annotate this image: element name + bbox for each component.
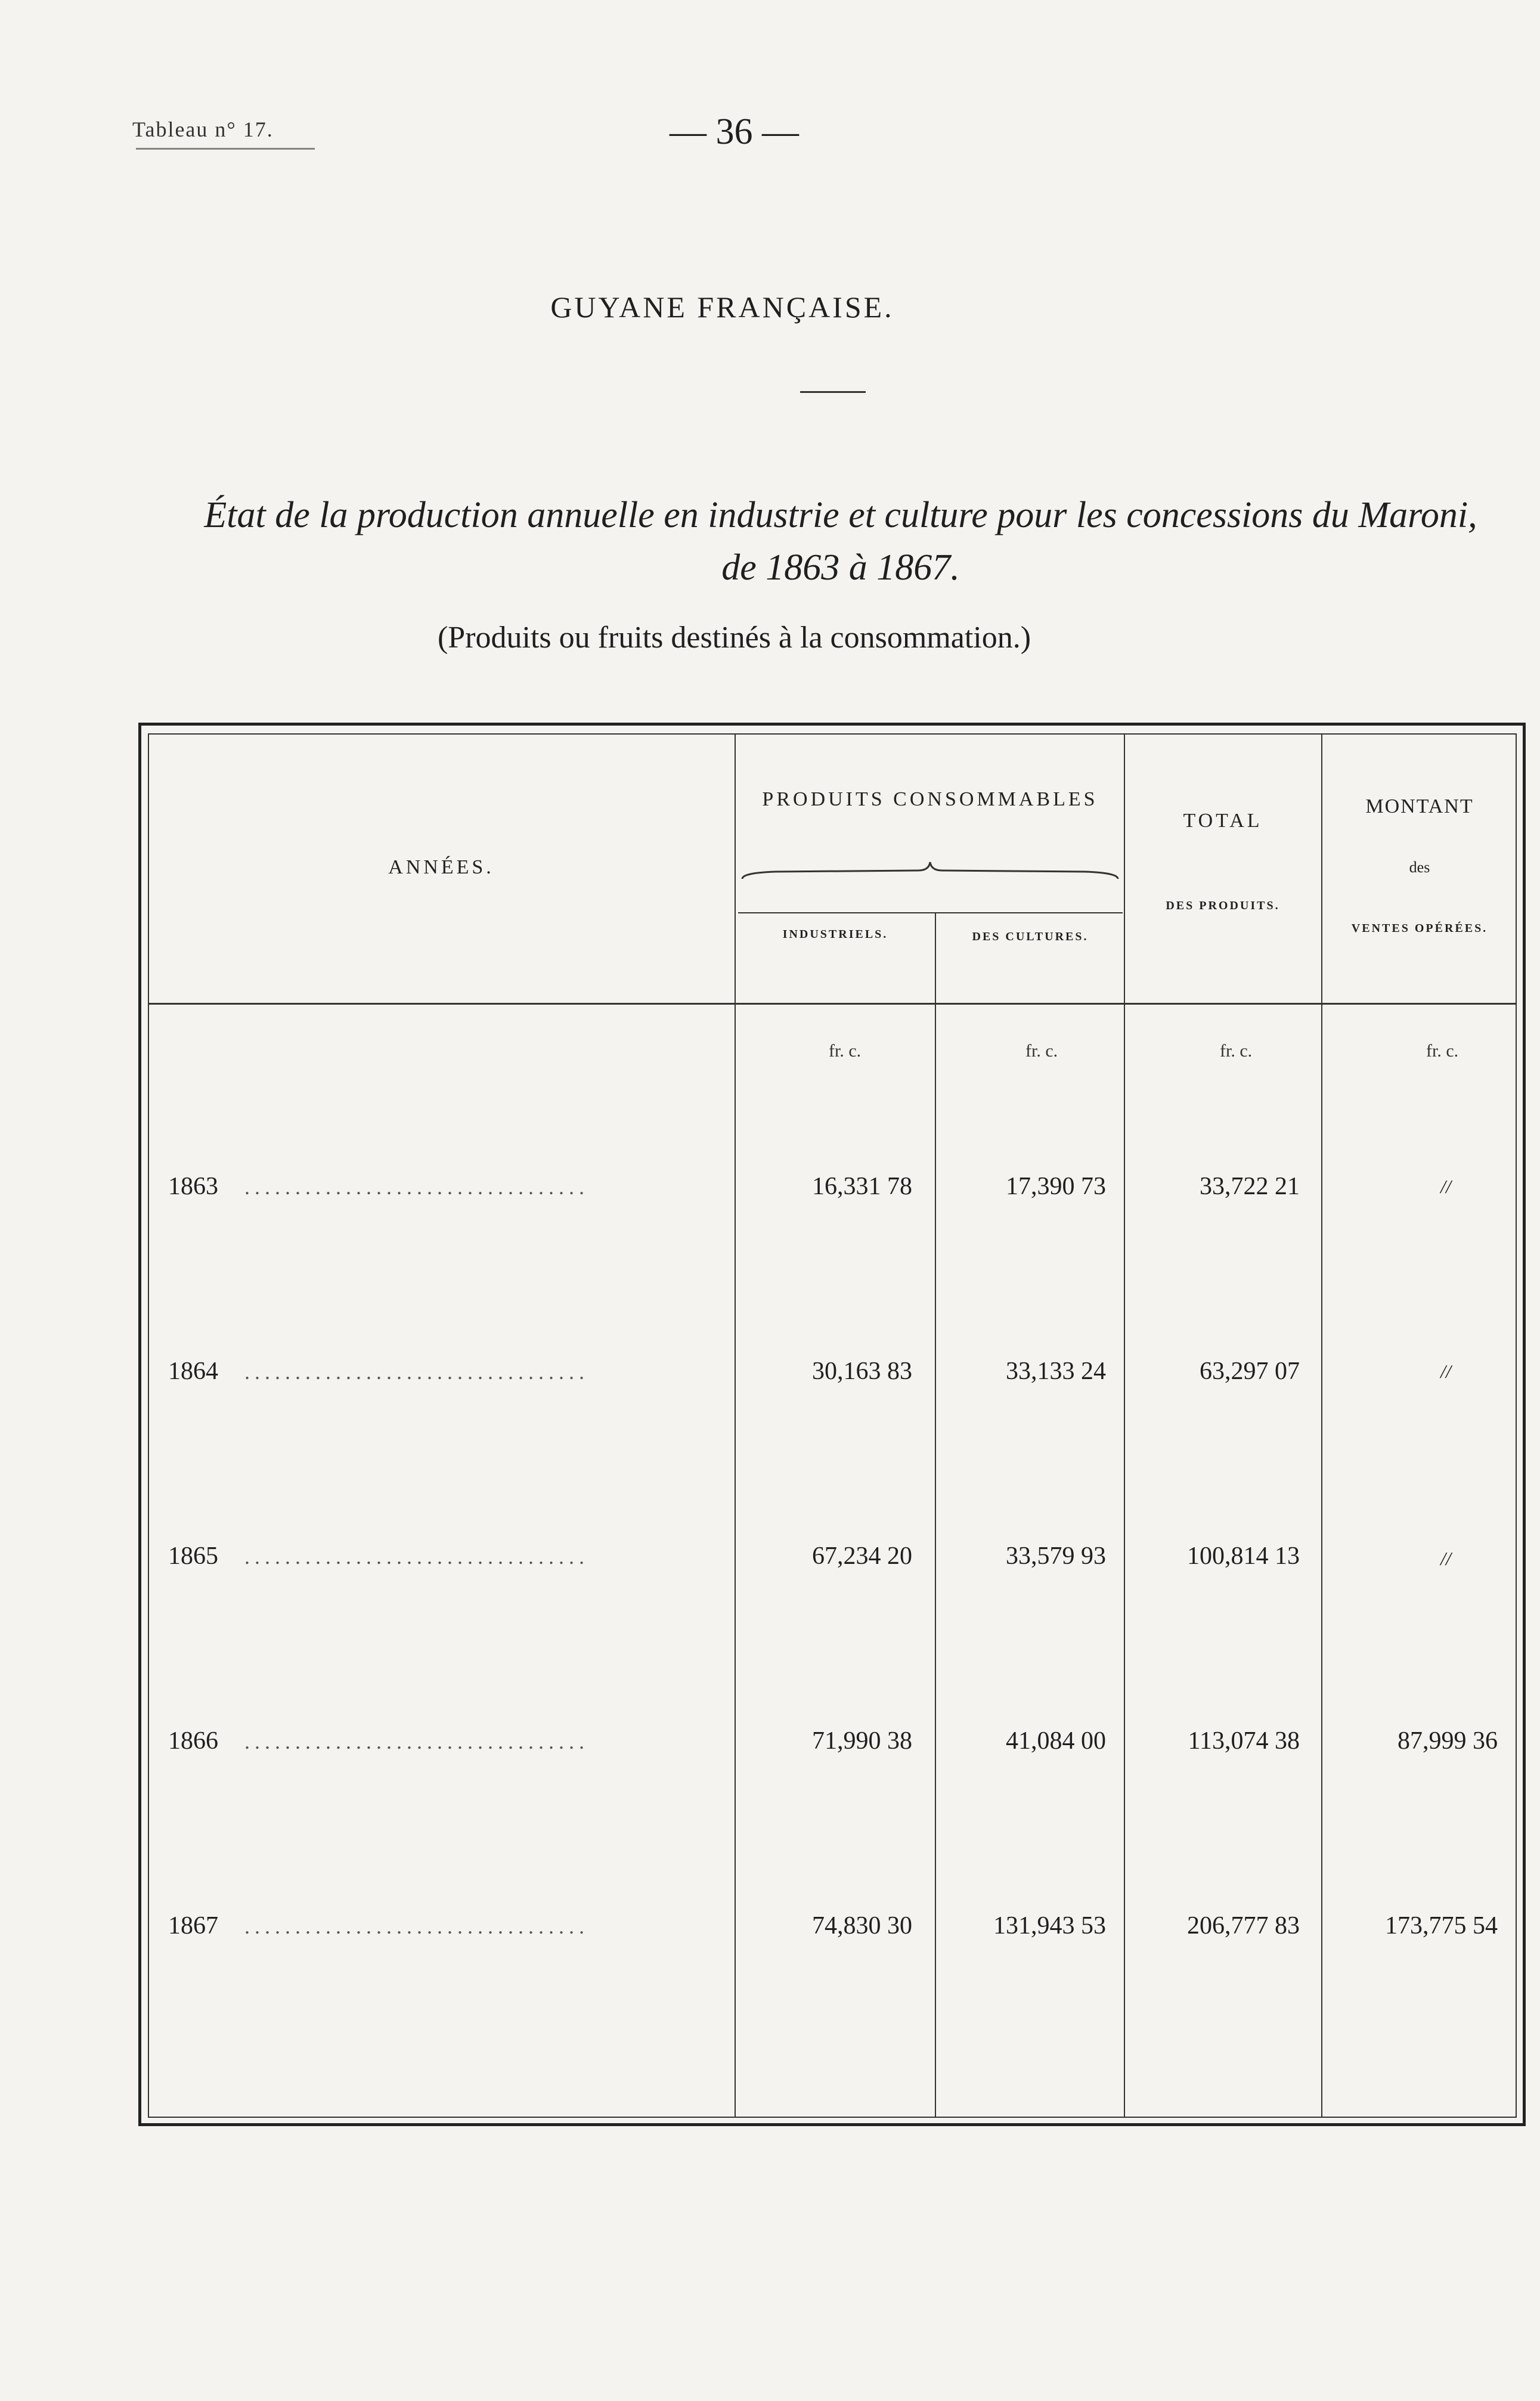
cell-montant: // bbox=[1440, 1176, 1451, 1197]
cell-montant: 173,775 54 bbox=[1385, 1912, 1498, 1940]
header-industriels: INDUSTRIELS. bbox=[782, 928, 888, 941]
unit-cultures: fr. c. bbox=[1025, 1041, 1058, 1061]
cell-industriels: 67,234 20 bbox=[812, 1542, 912, 1570]
cell-industriels: 71,990 38 bbox=[812, 1727, 912, 1755]
cell-cultures: 33,579 93 bbox=[1006, 1542, 1106, 1570]
row-leader-dots: .................................. bbox=[244, 1914, 589, 1938]
document-title-line-2: de 1863 à 1867. bbox=[721, 547, 960, 588]
cell-total: 113,074 38 bbox=[1188, 1727, 1300, 1755]
row-year: 1867 bbox=[168, 1912, 218, 1940]
row-leader-dots: .................................. bbox=[244, 1730, 589, 1753]
header-total: TOTAL bbox=[1183, 810, 1263, 832]
cell-montant: 87,999 36 bbox=[1398, 1727, 1498, 1755]
column-divider bbox=[735, 733, 736, 2118]
cell-total: 63,297 07 bbox=[1200, 1358, 1300, 1385]
document-note: (Produits ou fruits destinés à la consommation.) bbox=[437, 621, 1031, 655]
cell-total: 33,722 21 bbox=[1200, 1173, 1300, 1200]
document-title bbox=[155, 489, 1526, 594]
unit-industriels: fr. c. bbox=[829, 1041, 862, 1061]
cell-total: 100,814 13 bbox=[1187, 1542, 1300, 1570]
brace-icon bbox=[739, 859, 1121, 882]
row-leader-dots: .................................. bbox=[244, 1360, 589, 1384]
row-year: 1864 bbox=[168, 1358, 218, 1385]
document-title-line-1: État de la production annuelle en industrie et culture pour les concessions du Maroni, bbox=[204, 495, 1477, 535]
header-annees: ANNÉES. bbox=[388, 856, 494, 878]
header-total-sub: DES PRODUITS. bbox=[1166, 899, 1280, 912]
title-divider bbox=[800, 391, 866, 393]
header-montant-sub: VENTES OPÉRÉES. bbox=[1351, 922, 1488, 935]
cell-cultures: 41,084 00 bbox=[1006, 1727, 1106, 1755]
row-leader-dots: .................................. bbox=[244, 1545, 589, 1569]
column-divider bbox=[1124, 733, 1125, 2118]
unit-montant: fr. c. bbox=[1426, 1041, 1459, 1061]
cell-industriels: 16,331 78 bbox=[812, 1173, 912, 1200]
cell-cultures: 17,390 73 bbox=[1006, 1173, 1106, 1200]
colony-title: GUYANE FRANÇAISE. bbox=[550, 290, 894, 324]
cell-industriels: 74,830 30 bbox=[812, 1912, 912, 1940]
cell-cultures: 131,943 53 bbox=[993, 1912, 1106, 1940]
row-year: 1865 bbox=[168, 1542, 218, 1570]
header-cultures: DES CULTURES. bbox=[972, 930, 1089, 943]
cell-total: 206,777 83 bbox=[1187, 1912, 1300, 1940]
cell-cultures: 33,133 24 bbox=[1006, 1358, 1106, 1385]
table-reference: Tableau n° 17. bbox=[132, 117, 274, 141]
row-year: 1863 bbox=[168, 1173, 218, 1200]
row-leader-dots: .................................. bbox=[244, 1175, 589, 1199]
page-number: — 36 — bbox=[670, 111, 799, 152]
row-year: 1866 bbox=[168, 1727, 218, 1755]
header-bottom-rule bbox=[149, 1003, 1516, 1005]
header-montant: MONTANT bbox=[1365, 795, 1474, 817]
column-divider bbox=[1321, 733, 1322, 2118]
cell-montant: // bbox=[1440, 1361, 1451, 1382]
header-montant-des: des bbox=[1409, 859, 1430, 876]
header-produits-consommables: PRODUITS CONSOMMABLES bbox=[762, 788, 1098, 810]
cell-montant: // bbox=[1440, 1548, 1451, 1569]
cell-industriels: 30,163 83 bbox=[812, 1358, 912, 1385]
unit-total: fr. c. bbox=[1220, 1041, 1253, 1061]
subheader-rule bbox=[738, 912, 1123, 913]
